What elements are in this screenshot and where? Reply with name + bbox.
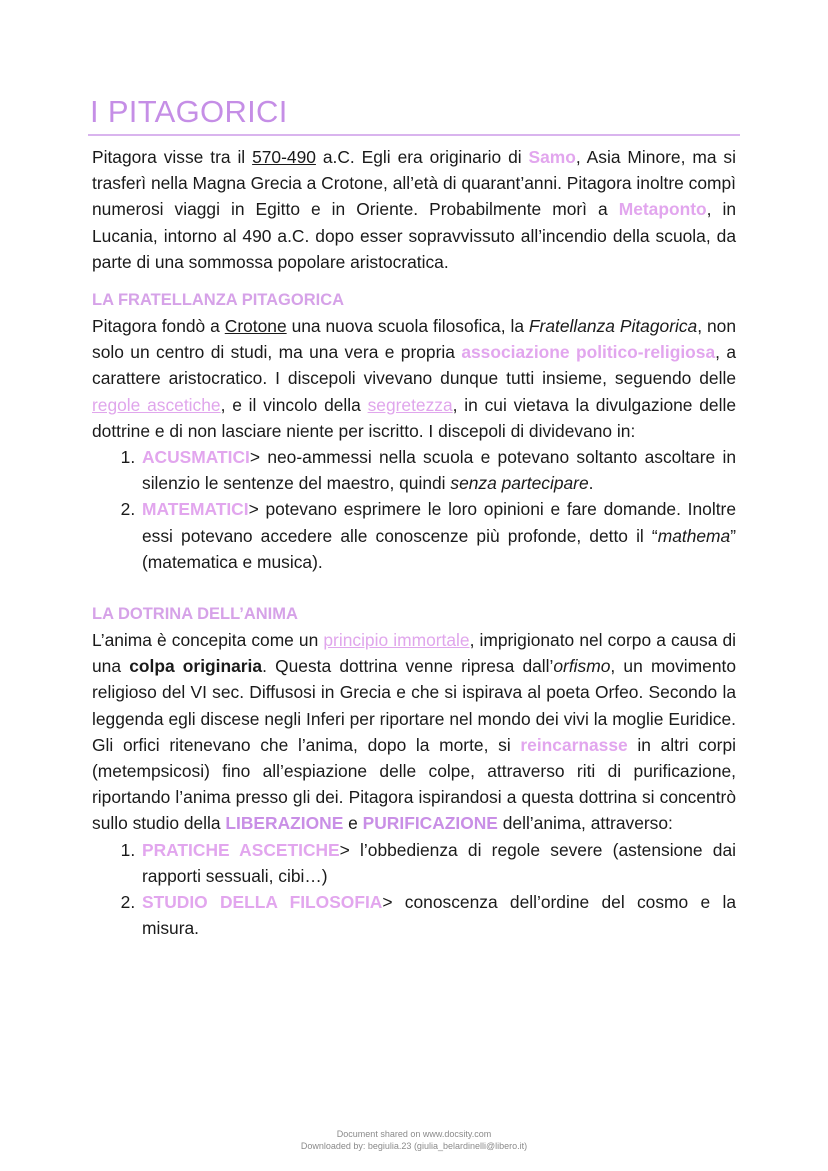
fratellanza-italic: Fratellanza Pitagorica <box>528 316 698 337</box>
colpa-originaria-bold: colpa originaria <box>129 656 263 677</box>
principio-immortale-link[interactable]: principio immortale <box>323 630 470 651</box>
highlight-samo: Samo <box>528 147 576 167</box>
orfismo-italic: orfismo <box>553 656 611 677</box>
highlight-metaponto: Metaponto <box>618 199 707 220</box>
section-heading-fratellanza: LA FRATELLANZA PITAGORICA <box>92 291 345 310</box>
list-item: 2. STUDIO DELLA FILOSOFIA> conoscenza dell’ordine del cosmo e la misura. <box>140 889 736 941</box>
dates-text: 570-490 <box>252 147 316 167</box>
list-item: 1. ACUSMATICI> neo-ammessi nella scuola e potevano soltanto ascoltare in silenzio le sentenze del maestro, quindi senza partecipare. <box>140 444 736 496</box>
highlight-reincarnasse: reincarnasse <box>520 734 628 755</box>
highlight-associazione: associazione politico-religiosa <box>461 342 716 363</box>
intro-paragraph: Pitagora visse tra il 570-490 a.C. Egli era originario di Samo, Asia Minore, ma si trasferì nella Magna Grecia a Crotone, all’età di quarant’anni. Pitagora inoltre compì numerosi viaggi in Egitto e in Oriente. Probabilmente morì a Metaponto, in Lucania, intorno al 490 a.C. dopo esser sopravvissuto all’incendio della scuola, da parte di una sommossa popolare aristocratica. <box>92 147 737 272</box>
crotone-text: Crotone <box>224 316 287 337</box>
anima-paragraph: L’anima è concepita come un principio immortale, imprigionato nel corpo a causa di una colpa originaria. Questa dottrina venne ripresa dall’orfismo, un movimento religioso del VI sec. Diffusosi in Grecia e che si ispirava al poeta Orfeo. Secondo la leggenda egli discese negli Inferi per riportare nel mondo dei vivi la moglie Euridice. Gli orfici ritenevano che l’anima, dopo la morte, si reincarnasse in altri corpi (metempsicosi) fino all’espiazione delle colpe, attraverso riti di purificazione, riportando l’anima presso gli dei. Pitagora ispirandosi a questa dottrina si concentrò sullo studio della LIBERAZIONE e PURIFICAZIONE dell’anima, attraverso: <box>92 630 737 834</box>
fratellanza-paragraph: Pitagora fondò a Crotone una nuova scuola filosofica, la Fratellanza Pitagorica, non solo un centro di studi, ma una vera e propria associazione politico-religiosa, a carattere aristocratico. I discepoli vivevano dunque tutti insieme, seguendo delle regole ascetiche, e il vincolo della segretezza, in cui vietava la divulgazione delle dottrine e di non lasciare niente per iscritto. I discepoli di dividevano in: <box>92 316 737 441</box>
page-title: I PITAGORICI <box>88 94 740 136</box>
document-page <box>92 94 736 941</box>
discepoli-list <box>92 444 736 575</box>
pratiche-list <box>92 837 736 942</box>
footer-downloaded-line: Downloaded by: begiulia.23 (giulia_belardinelli@libero.it) <box>300 1141 528 1151</box>
highlight-liberazione: LIBERAZIONE <box>225 813 344 834</box>
footer-shared-line: Document shared on www.docsity.com <box>336 1129 492 1139</box>
section-heading-anima: LA DOTRINA DELL’ANIMA <box>92 605 298 624</box>
highlight-purificazione: PURIFICAZIONE <box>362 813 498 834</box>
regole-ascetiche-link[interactable]: regole ascetiche <box>92 394 221 415</box>
list-item: 1. PRATICHE ASCETICHE> l’obbedienza di regole severe (astensione dai rapporti sessuali, cibi…) <box>140 837 736 889</box>
page-footer <box>0 1128 828 1152</box>
segretezza-link[interactable]: segretezza <box>367 394 453 415</box>
list-item: 2. MATEMATICI> potevano esprimere le loro opinioni e fare domande. Inoltre essi potevano accedere alle conoscenze più profonde, detto il “mathema” (matematica e musica). <box>140 496 736 575</box>
